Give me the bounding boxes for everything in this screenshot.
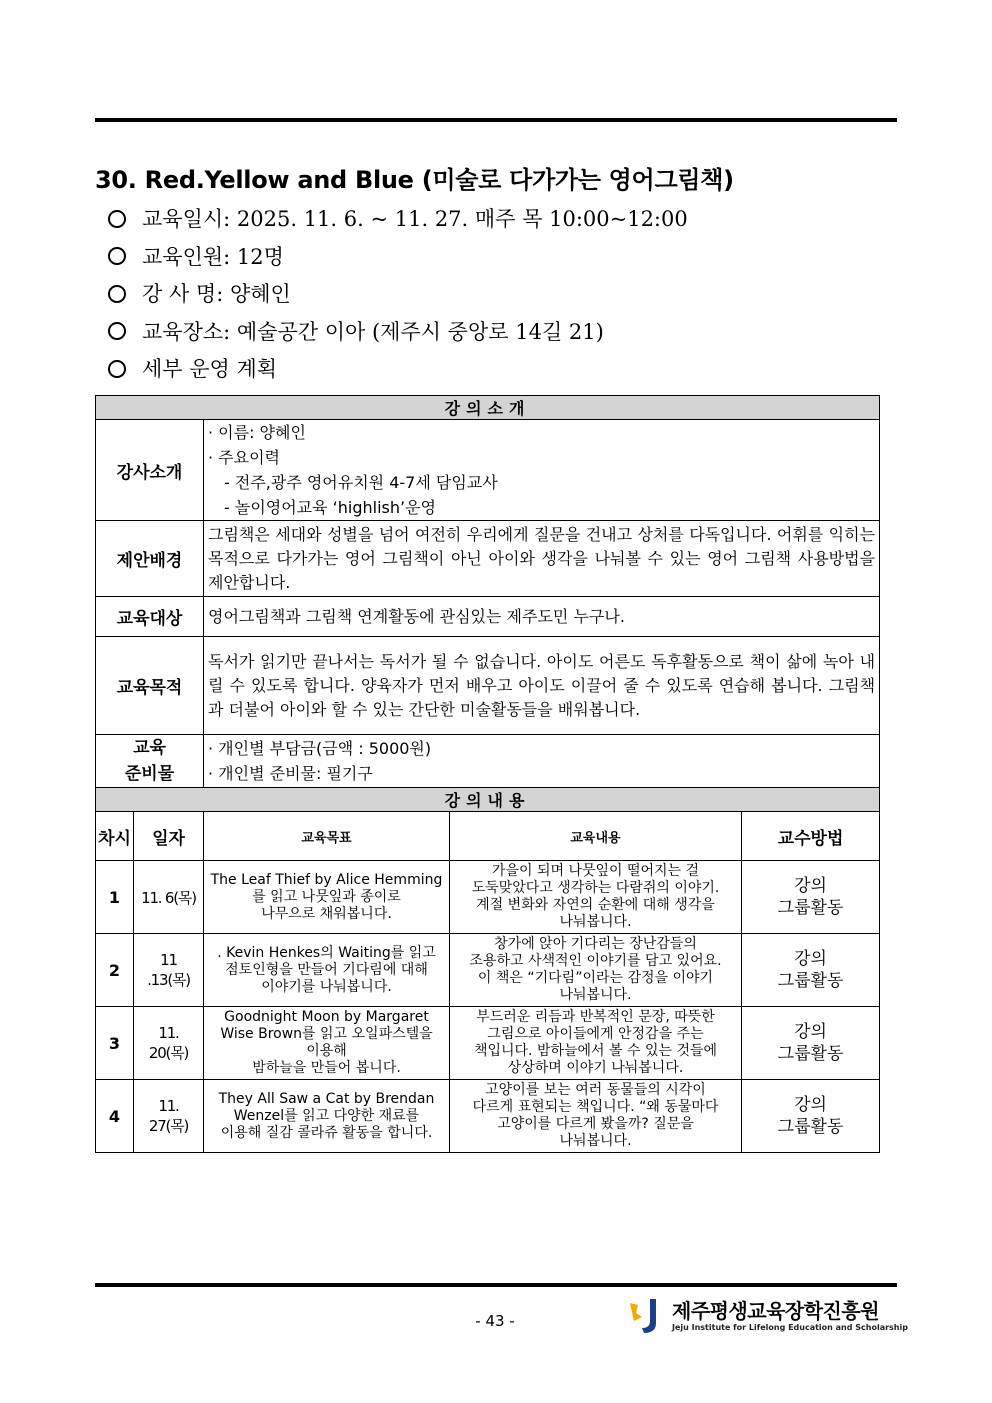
content-line: 상상하며 이야기 나눠봅니다.	[507, 1060, 684, 1076]
content-line: 계절 변화와 자연의 순환에 대해 생각을	[476, 897, 715, 913]
method-line: 그룹활동	[777, 1117, 844, 1137]
background-text-body: 그림책은 세대와 성별을 넘어 여전히 우리에게 질문을 건내고 상처를 다독입니다. 어휘를 익히는 목적으로 다가가는 영어 그림책이 아닌 아이와 생각을 나눠볼 수 있는 영어 그림책 사용방법을 제안합니다.	[208, 524, 876, 592]
circle-bullet-icon	[108, 247, 126, 265]
instructor-label: 강사소개	[96, 420, 204, 521]
goal-line: 이용해	[306, 1043, 347, 1059]
supplies-label-top: 교육	[133, 738, 166, 758]
circle-bullet-icon	[108, 285, 126, 303]
content-line: 다르게 표현되는 책입니다. “왜 동물마다	[472, 1099, 719, 1115]
goal-line: 나무으로 채워봅니다.	[261, 905, 392, 922]
goal-label: 교육목적	[96, 637, 204, 735]
content-line: 나눠봅니다.	[559, 914, 632, 930]
org-name: 제주평생교육장학진흥원	[672, 1299, 880, 1323]
session-number: 1	[96, 861, 134, 934]
circle-bullet-icon	[108, 322, 126, 340]
content-line: 도둑맞았다고 생각하는 다람쥐의 이야기.	[471, 880, 720, 896]
col-header-goal: 교육목표	[204, 812, 450, 861]
session-number: 4	[96, 1080, 134, 1153]
info-item	[108, 240, 688, 278]
info-item	[108, 202, 688, 240]
supplies-label	[96, 735, 204, 788]
org-logo	[626, 1293, 908, 1337]
org-subtitle: Jeju Institute for Lifelong Education and Scholarship	[672, 1323, 908, 1332]
goal-line: 밤하늘을 만들어 봅니다.	[252, 1060, 401, 1076]
info-text: 세부 운영 계획	[142, 357, 278, 381]
session-date: 11. 6(목)	[134, 861, 204, 934]
supplies-label-bottom: 준비물	[124, 764, 175, 784]
session-method	[742, 934, 880, 1007]
session-method	[742, 861, 880, 934]
course-info-list	[108, 202, 688, 390]
goal-line: 이야기를 나눠봅니다.	[261, 978, 392, 995]
session-goal	[204, 861, 450, 934]
goal-line: 점토인형을 만들어 기다림에 대해	[225, 961, 428, 978]
session-goal	[204, 1007, 450, 1080]
content-line: 부드러운 리듬과 반복적인 문장, 따뜻한	[476, 1009, 715, 1025]
col-header-content: 교육내용	[450, 812, 742, 861]
method-line: 그룹활동	[777, 1044, 844, 1064]
session-method	[742, 1080, 880, 1153]
col-header-date: 일자	[134, 812, 204, 861]
session-date: 11. 20(목)	[134, 1007, 204, 1080]
instructor-line: - 전주,광주 영어유치원 4-7세 담임교사	[224, 473, 498, 492]
intro-section-header: 강의소개	[96, 396, 880, 420]
goal-line: 를 읽고 나뭇잎과 종이로	[252, 888, 401, 905]
section-title: 30. Red.Yellow and Blue (미술로 다가가는 영어그림책)	[95, 166, 734, 194]
session-date: 11 .13(목)	[134, 934, 204, 1007]
session-content	[450, 861, 742, 934]
method-line: 그룹활동	[777, 898, 844, 918]
content-line: 이 책은 “기다림”이라는 감정을 이야기	[477, 970, 714, 986]
supplies-line: · 개인별 부담금(금액 : 5000원)	[208, 739, 432, 758]
col-header-session: 차시	[96, 812, 134, 861]
method-line: 그룹활동	[777, 971, 844, 991]
schedule-row	[96, 1007, 880, 1080]
col-header-method: 교수방법	[742, 812, 880, 861]
content-line: 책입니다. 밤하늘에서 볼 수 있는 것들에	[473, 1043, 718, 1059]
goal-line: They All Saw a Cat by Brendan	[218, 1090, 435, 1107]
info-text: 교육일시: 2025. 11. 6. ~ 11. 27. 매주 목 10:00~12:00	[142, 207, 688, 231]
content-line: 고양이를 다르게 봤을까? 질문을	[497, 1116, 694, 1132]
background-text	[204, 521, 880, 597]
supplies-line: · 개인별 준비물: 필기구	[208, 764, 373, 783]
schedule-row	[96, 1080, 880, 1153]
method-line: 강의	[794, 949, 827, 969]
goal-line: Wenzel를 읽고 다양한 재료를	[233, 1107, 420, 1124]
content-line: 나눠봅니다.	[559, 987, 632, 1003]
session-goal	[204, 934, 450, 1007]
target-label: 교육대상	[96, 597, 204, 637]
content-line: 고양이를 보는 여러 동물들의 시각이	[485, 1082, 706, 1098]
content-line: 조용하고 사색적인 이야기를 담고 있어요.	[469, 953, 722, 969]
content-line: 나눠봅니다.	[559, 1133, 632, 1149]
info-text: 교육인원: 12명	[142, 244, 284, 269]
schedule-section-header: 강의내용	[96, 788, 880, 812]
info-item	[108, 352, 688, 390]
target-text: 영어그림책과 그림책 연계활동에 관심있는 제주도민 누구나.	[204, 597, 880, 637]
content-line: 가을이 되며 나뭇잎이 떨어지는 걸	[491, 863, 700, 879]
goal-line: The Leaf Thief by Alice Hemming	[210, 871, 443, 888]
instructor-content	[204, 420, 880, 521]
background-label: 제안배경	[96, 521, 204, 597]
session-number: 2	[96, 934, 134, 1007]
info-item	[108, 277, 688, 315]
goal-line: Wise Brown를 읽고 오일파스텔을	[220, 1026, 433, 1042]
page-number: - 43 -	[475, 1312, 515, 1330]
instructor-line: · 이름: 양혜인	[208, 423, 306, 442]
session-method	[742, 1007, 880, 1080]
method-line: 강의	[794, 1095, 827, 1115]
instructor-line: · 주요이력	[208, 448, 280, 467]
session-content	[450, 934, 742, 1007]
operation-plan-table	[95, 395, 880, 1153]
circle-bullet-icon	[108, 360, 126, 378]
method-line: 강의	[794, 876, 827, 896]
goal-line: Goodnight Moon by Margaret	[224, 1009, 429, 1025]
info-text: 강 사 명: 양혜인	[142, 282, 291, 306]
schedule-row	[96, 934, 880, 1007]
content-line: 창가에 앉아 기다리는 장난감들의	[494, 936, 697, 952]
info-item	[108, 315, 688, 353]
top-rule	[95, 118, 897, 122]
schedule-row	[96, 861, 880, 934]
supplies-content	[204, 735, 880, 788]
session-date: 11. 27(목)	[134, 1080, 204, 1153]
session-content	[450, 1080, 742, 1153]
circle-bullet-icon	[108, 210, 126, 228]
instructor-line: - 놀이영어교육 ‘highlish’운영	[224, 498, 437, 517]
goal-line: . Kevin Henkes의 Waiting를 읽고	[217, 944, 436, 961]
bottom-rule	[95, 1283, 897, 1287]
session-goal	[204, 1080, 450, 1153]
goal-line: 이용해 질감 콜라쥬 활동을 합니다.	[220, 1124, 433, 1141]
goal-text: 독서가 읽기만 끝나서는 독서가 될 수 없습니다. 아이도 어른도 독후활동으로 책이 삶에 녹아 내릴 수 있도록 합니다. 양육자가 먼저 배우고 아이도 이끌어 줄 수 있도록 연습해 봅니다. 그림책과 더불어 아이와 할 수 있는 간단한 미술활동들을 배워봅니다.	[204, 637, 880, 735]
info-text: 교육장소: 예술공간 이아 (제주시 중앙로 14길 21)	[142, 319, 604, 344]
content-line: 그림으로 아이들에게 안정감을 주는	[487, 1026, 704, 1042]
session-content	[450, 1007, 742, 1080]
session-number: 3	[96, 1007, 134, 1080]
org-logo-mark-icon	[626, 1295, 666, 1335]
method-line: 강의	[794, 1022, 827, 1042]
